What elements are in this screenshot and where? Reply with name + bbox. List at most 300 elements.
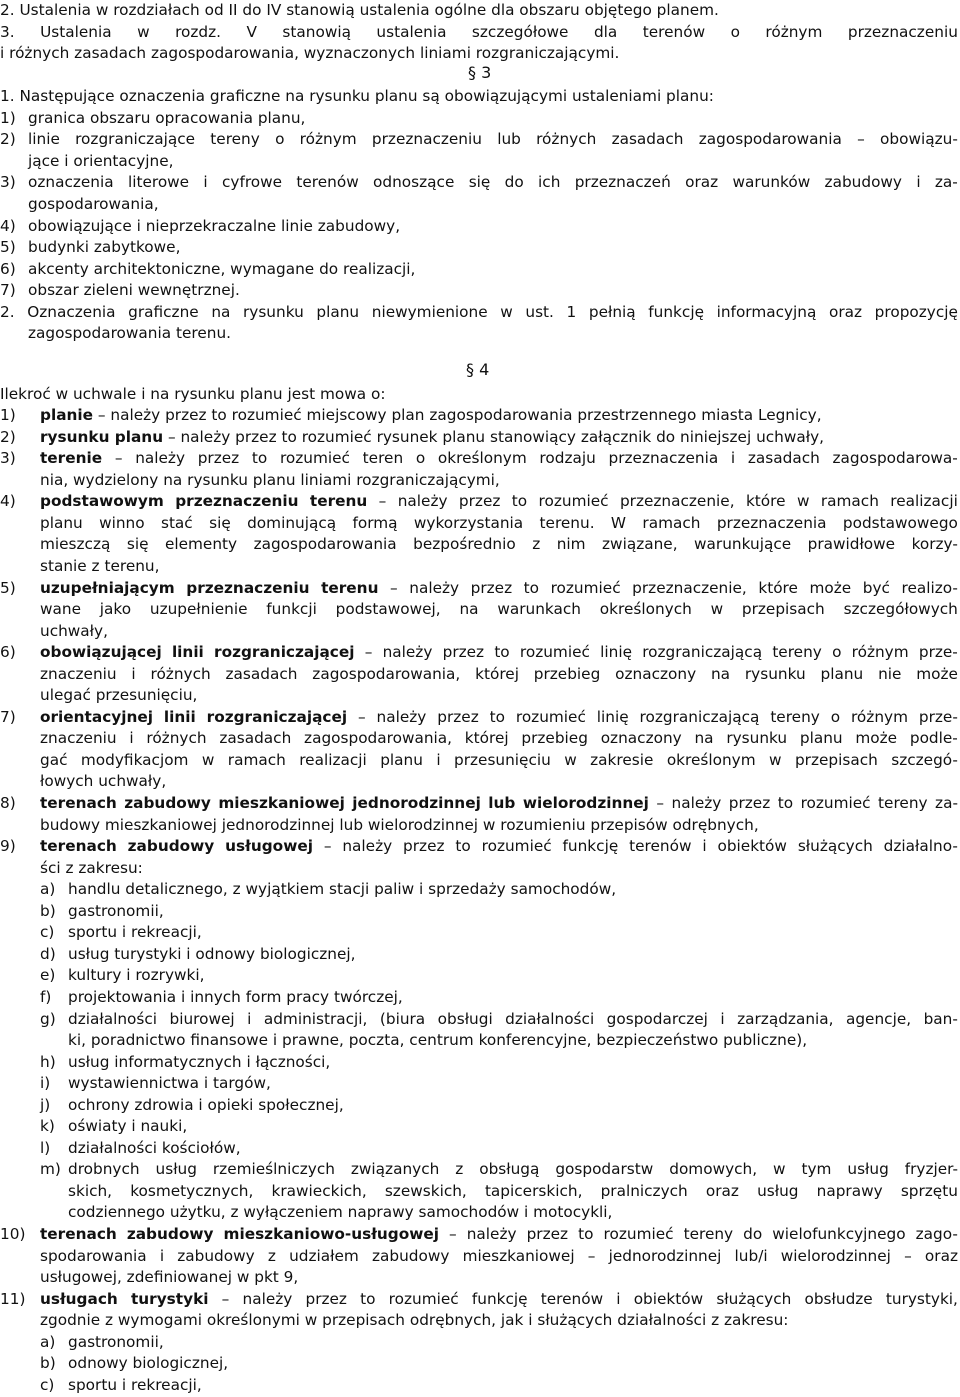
word: to — [494, 643, 510, 662]
word: oraz — [685, 173, 719, 192]
line-text: nia, wydzielony na rysunku planu liniami rozgraniczającymi, — [40, 470, 500, 489]
word: może — [916, 664, 958, 683]
definition-term: rysunku planu — [40, 427, 164, 446]
subitem-letter: b) — [40, 1354, 56, 1373]
line-text: stanie z terenu, — [40, 556, 160, 575]
word: należy — [382, 643, 433, 662]
word: gospodarstw — [555, 1160, 654, 1179]
word: usług — [757, 1181, 799, 1200]
word: działalności — [68, 1009, 158, 1028]
word: obsłudze — [804, 1289, 873, 1308]
term-word: obowiązującej — [40, 643, 162, 662]
word: rzemieślniczych — [212, 1160, 335, 1179]
word: i — [436, 750, 441, 769]
word: przez — [458, 492, 501, 511]
word: planu — [316, 302, 360, 321]
word: Ustalenia — [40, 22, 112, 41]
subitem-text — [68, 1332, 164, 1353]
word: znaczeniu — [40, 664, 117, 683]
term-word: usługach — [40, 1289, 118, 1308]
term-word: usługowej — [225, 837, 313, 856]
subitem-letter: f) — [40, 987, 52, 1006]
definition-number: 3) — [0, 449, 16, 468]
line-text: i różnych zasadach zagospodarowania, wyznaczonych liniami rozgraniczającymi. — [0, 44, 620, 63]
word: w — [137, 22, 150, 41]
word: stanowią — [282, 22, 351, 41]
section-3-item-text — [28, 259, 415, 280]
line-text: zagospodarowania terenu. — [28, 324, 231, 343]
word: mieszczą — [40, 535, 111, 554]
word: określonych — [599, 600, 692, 619]
term-word: terenach — [40, 837, 117, 856]
word: rozgraniczającą — [642, 643, 763, 662]
word: terenów — [629, 837, 692, 856]
term-word: lub — [488, 794, 516, 813]
word: przez — [197, 449, 240, 468]
definition-text — [40, 685, 197, 706]
word: formą — [352, 513, 398, 532]
word: różnych — [150, 664, 211, 683]
word: i — [730, 449, 736, 468]
word: działalno- — [883, 837, 958, 856]
word: uzupełnienie — [149, 600, 248, 619]
term-word: zabudowy — [124, 794, 211, 813]
word: prze- — [918, 643, 958, 662]
word: przez — [305, 1289, 347, 1308]
line-text: ści z zakresu: — [40, 858, 143, 877]
subitem-letter: b) — [40, 901, 56, 920]
term-word: przeznaczeniu — [175, 492, 299, 511]
definition-number: 5) — [0, 578, 16, 597]
section-3-item-text — [28, 280, 240, 301]
definition-text — [40, 815, 759, 836]
definition-text — [40, 707, 958, 728]
word: terenów — [642, 22, 706, 41]
word: jednorodzinnej — [608, 1246, 722, 1265]
section-3-paragraph-2 — [28, 323, 231, 344]
word: tapicerskich, — [484, 1181, 583, 1200]
term-word: wielorodzinnej — [522, 794, 649, 813]
word: zakresie — [590, 750, 654, 769]
word: i — [616, 1289, 621, 1308]
word: różnym — [851, 643, 909, 662]
subitem-text — [68, 1030, 807, 1051]
line-text: – należy przez to rozumieć miejscowy plan zagospodarowania przestrzennego miasta Legnicy, — [93, 406, 822, 425]
word: się — [209, 513, 231, 532]
word: planu — [799, 729, 843, 748]
definition-text — [40, 470, 500, 491]
term-word: terenu — [309, 492, 368, 511]
line-text: działalności kościołów, — [68, 1138, 241, 1157]
word: nie — [878, 664, 902, 683]
word: może — [809, 578, 852, 597]
word: zasadach — [747, 449, 820, 468]
word: różnym — [850, 707, 908, 726]
subitem-letter: j) — [40, 1095, 51, 1114]
line-text: obowiązujące i nieprzekraczalne linie zabudowy, — [28, 216, 401, 235]
word: lub — [497, 130, 521, 149]
definition-text — [40, 771, 166, 792]
word: w — [773, 1160, 786, 1179]
word: zasadach — [225, 664, 298, 683]
word: za- — [934, 173, 958, 192]
word: terenu. — [539, 513, 595, 532]
subitem-text — [68, 1052, 330, 1073]
word: przebieg — [533, 664, 601, 683]
word: tereny — [770, 707, 820, 726]
line-text: odnowy biologicznej, — [68, 1354, 229, 1373]
line-text: ki, poradnictwo finansowe i prawne, poczta, centrum konferencyjne, bezpieczeństwo publiczne), — [68, 1031, 808, 1050]
definition-number: 7) — [0, 707, 16, 726]
word: – — [390, 578, 398, 597]
word: służących — [716, 1289, 792, 1308]
word: odnoszące — [373, 173, 455, 192]
line-text: granica obszaru opracowania planu, — [28, 108, 306, 127]
word: terenów — [296, 173, 359, 192]
word: literowe — [127, 173, 190, 192]
word: przesunięciu — [454, 750, 551, 769]
word: drobnych — [68, 1160, 140, 1179]
word: naprawy — [816, 1181, 883, 1200]
word: zagospodarowania — [698, 130, 842, 149]
section-3-item-text — [28, 216, 400, 237]
term-word: zabudowy — [126, 1225, 214, 1244]
word: sprzętu — [900, 1181, 958, 1200]
word: której — [475, 664, 519, 683]
word: i — [720, 1009, 725, 1028]
word: to — [251, 449, 268, 468]
definition-text — [40, 1246, 958, 1267]
word: należy — [671, 794, 722, 813]
word: spodarowania — [40, 1246, 147, 1265]
line-text: – należy przez to rozumieć rysunek planu stanowiący załącznik do niniejszej uchwały, — [163, 427, 825, 446]
word: przeznaczenie, — [632, 578, 747, 597]
word: przeznaczenie, — [619, 492, 735, 511]
word: W — [610, 513, 627, 532]
word: – — [364, 643, 373, 662]
word: przeznaczeń — [574, 173, 671, 192]
definition-text — [40, 1289, 958, 1310]
word: 1 — [566, 302, 577, 321]
word: o — [730, 22, 740, 41]
word: planu — [380, 750, 423, 769]
word: to — [523, 578, 540, 597]
word: – — [904, 1246, 912, 1265]
section-3-item-number: 4) — [0, 216, 16, 235]
subitem-text — [68, 944, 356, 965]
word: lub/i — [734, 1246, 768, 1265]
word: korzy- — [911, 535, 958, 554]
definition-text — [40, 750, 958, 771]
word: terenów — [540, 1289, 604, 1308]
word: na — [710, 664, 731, 683]
word: – — [656, 794, 665, 813]
line-text: projektowania i innych form pracy twórczej, — [68, 987, 403, 1006]
definition-text — [40, 599, 958, 620]
word: jako — [99, 600, 132, 619]
word: zabudowy — [824, 173, 902, 192]
line-text: uchwały, — [40, 621, 108, 640]
word: prawidłowe — [807, 535, 896, 554]
word: cyfrowe — [221, 173, 283, 192]
subitem-letter: l) — [40, 1138, 51, 1157]
word: obsługi — [437, 1009, 493, 1028]
word: które — [758, 578, 798, 597]
line-text: budynki zabytkowe, — [28, 238, 181, 257]
subitem-text — [68, 879, 616, 900]
section-3-item-number: 5) — [0, 238, 16, 257]
word: do — [743, 1225, 763, 1244]
section-3-item-number: 2) — [0, 130, 16, 149]
term-word: terenach — [40, 1225, 117, 1244]
section-3-item-text — [28, 129, 958, 150]
word: związane, — [602, 535, 678, 554]
word: szczegółowych — [843, 600, 958, 619]
definition-number: 10) — [0, 1225, 26, 1244]
word: pralniczych — [600, 1181, 688, 1200]
word: przez — [437, 707, 479, 726]
word: ust. — [525, 302, 554, 321]
line-text: obszar zieleni wewnętrznej. — [28, 281, 240, 300]
word: agencje, — [845, 1009, 912, 1028]
word: której — [464, 729, 509, 748]
word: obiektów — [633, 1289, 704, 1308]
subitem-letter: a) — [40, 1332, 56, 1351]
word: obowiązu- — [880, 130, 958, 149]
line-text: budowy mieszkaniowej jednorodzinnej lub wielorodzinnej w rozumieniu przepisów odrębnych, — [40, 815, 759, 834]
word: – — [378, 492, 387, 511]
word: warunków — [732, 173, 811, 192]
word: wielofunkcyjnego — [772, 1225, 906, 1244]
word: udziałem — [289, 1246, 359, 1265]
word: przez — [442, 643, 485, 662]
word: rozumieć — [279, 449, 350, 468]
word: winno — [99, 513, 145, 532]
line-text: usług informatycznych i łączności, — [68, 1052, 331, 1071]
term-word: uzupełniającym — [40, 578, 175, 597]
word: realizo- — [901, 578, 958, 597]
line-text: gastronomii, — [68, 1332, 164, 1351]
line-text: 1. Następujące oznaczenia graficzne na rysunku planu są obowiązującymi ustaleniami planu: — [0, 87, 714, 106]
word: ramach — [642, 513, 701, 532]
word: przez — [728, 794, 771, 813]
word: zarządzania, — [737, 1009, 834, 1028]
word: linię — [600, 643, 632, 662]
word: znaczeniu — [40, 729, 117, 748]
subitem-letter: e) — [40, 966, 56, 985]
word: informacyjną — [716, 302, 817, 321]
subitem-letter: i) — [40, 1074, 51, 1093]
definition-text — [40, 1267, 298, 1288]
word: to — [578, 1225, 594, 1244]
word: w — [500, 302, 513, 321]
subitem-text — [68, 1009, 958, 1030]
word: rodzaju — [539, 449, 596, 468]
word: planu — [40, 513, 83, 532]
word: warunkujące — [694, 535, 792, 554]
word: o — [832, 643, 842, 662]
word: – — [587, 1246, 596, 1265]
word: – — [358, 707, 366, 726]
definition-text — [40, 448, 958, 469]
word: przepisach — [794, 750, 878, 769]
subitem-letter: c) — [40, 1375, 55, 1394]
word: zabudowy — [177, 1246, 255, 1265]
word: domowych, — [669, 1160, 758, 1179]
word: pełnią — [588, 302, 636, 321]
word: zasadach — [219, 729, 292, 748]
section-3-item-text — [28, 151, 173, 172]
word: o — [830, 707, 841, 726]
word: fryzjer- — [904, 1160, 958, 1179]
word: w — [769, 750, 782, 769]
subitem-text — [68, 1202, 612, 1223]
word: i — [159, 1246, 165, 1265]
term-word: terenu — [321, 578, 379, 597]
line-text: kultury i rozrywki, — [68, 966, 205, 985]
subitem-letter: m) — [40, 1160, 61, 1179]
word: przez — [526, 1225, 569, 1244]
term-word: orientacyjnej — [40, 707, 153, 726]
word: z — [532, 535, 541, 554]
word: przez — [470, 578, 513, 597]
subitem-text — [68, 1073, 271, 1094]
word: wykorzystania — [413, 513, 524, 532]
subitem-text — [68, 1138, 241, 1159]
word: należy — [376, 707, 427, 726]
word: zasadach — [611, 130, 684, 149]
word: linię — [596, 707, 629, 726]
line-text: akcenty architektoniczne, wymagane do realizacji, — [28, 259, 416, 278]
word: na — [459, 600, 479, 619]
word: rysunku — [243, 302, 304, 321]
subitem-letter: d) — [40, 944, 56, 963]
word: prze- — [918, 707, 958, 726]
term-word: zabudowy — [127, 837, 215, 856]
subitem-text — [68, 1095, 344, 1116]
line-text: usługowej, zdefiniowanej w pkt 9, — [40, 1268, 299, 1287]
word: modyfikacjom — [80, 750, 189, 769]
word: tereny — [772, 643, 822, 662]
word: – — [857, 130, 865, 149]
subitem-text — [68, 1375, 202, 1396]
definition-text — [40, 793, 958, 814]
word: wane — [40, 600, 81, 619]
word: (biura — [379, 1009, 426, 1028]
word: stać — [160, 513, 193, 532]
word: oznaczony — [600, 729, 682, 748]
subitem-letter: g) — [40, 1009, 56, 1028]
word: rozumieć — [481, 837, 552, 856]
word: zabudowy — [371, 1246, 450, 1265]
word: oznaczony — [615, 664, 697, 683]
definition-number: 6) — [0, 643, 16, 662]
definition-text — [40, 642, 958, 663]
word: oznaczenia — [28, 173, 114, 192]
word: może — [855, 729, 898, 748]
word: należy — [135, 449, 185, 468]
section-3-item-number: 1) — [0, 108, 16, 127]
word: przepisach — [741, 600, 825, 619]
word: należy — [342, 837, 393, 856]
term-word: turystyki — [130, 1289, 209, 1308]
word: określonym — [666, 750, 756, 769]
word: mieszkaniowej — [462, 1246, 575, 1265]
word: zagospodarowania, — [304, 729, 453, 748]
line-text: sportu i rekreacji, — [68, 923, 202, 942]
paragraph-2 — [0, 0, 719, 21]
word: tereny — [683, 1225, 734, 1244]
word: rozumieć — [519, 643, 590, 662]
word: określonym — [437, 449, 527, 468]
subitem-text — [68, 1181, 958, 1202]
word: to — [511, 492, 528, 511]
term-word: rozgraniczającej — [214, 643, 355, 662]
section-3-item-number: 7) — [0, 281, 16, 300]
term-word: mieszkaniowej — [218, 794, 345, 813]
section-3-item-number: 6) — [0, 259, 16, 278]
word: przeznaczenia — [608, 449, 719, 468]
section-3-item-text — [28, 194, 159, 215]
definition-text — [40, 728, 958, 749]
line-text: 2. Ustalenia w rozdziałach od II do IV stanowią ustalenia ogólne dla obszaru objętego planem. — [0, 1, 719, 19]
section-3-item-text — [28, 237, 180, 258]
word: nim — [556, 535, 586, 554]
definition-number: 2) — [0, 427, 16, 446]
word: teren — [362, 449, 404, 468]
word: należy — [466, 1225, 517, 1244]
word: podle- — [909, 729, 958, 748]
paragraph-3-line — [0, 22, 958, 43]
word: to — [455, 837, 471, 856]
word: i — [203, 173, 208, 192]
definition-number: 11) — [0, 1289, 26, 1308]
word: rozdz. — [175, 22, 222, 41]
subitem-text — [68, 901, 164, 922]
section-3-paragraph-2 — [0, 302, 958, 323]
term-word: podstawowym — [40, 492, 164, 511]
word: szczegółowe — [471, 22, 569, 41]
line-text: ulegać przesunięciu, — [40, 686, 198, 705]
word: dla — [593, 22, 618, 41]
word: ramach — [820, 492, 879, 511]
word: – — [114, 449, 123, 468]
line-text: ochrony zdrowia i opieki społecznej, — [68, 1095, 344, 1114]
term-word: linii — [163, 707, 196, 726]
line-text: gastronomii, — [68, 901, 164, 920]
word: się — [468, 173, 491, 192]
word: tym — [801, 1160, 832, 1179]
word: i — [916, 173, 921, 192]
term-word: mieszkaniowo-usługowej — [223, 1225, 439, 1244]
word: i — [247, 1009, 252, 1028]
definition-text — [40, 427, 824, 448]
word: przeznaczeniu — [847, 22, 958, 41]
word: na — [211, 302, 231, 321]
section-heading-4: § 4 — [466, 359, 490, 379]
definition-number: 8) — [0, 794, 16, 813]
word: oraz — [924, 1246, 958, 1265]
word: związanych — [350, 1160, 440, 1179]
section-3-item-text — [28, 108, 305, 129]
word: zagospodarowa- — [832, 449, 958, 468]
definition-text — [40, 513, 958, 534]
word: zago- — [915, 1225, 958, 1244]
word: w — [710, 600, 724, 619]
word: ustalenia — [376, 22, 447, 41]
word: usług — [847, 1160, 889, 1179]
word: 3. — [0, 22, 15, 41]
